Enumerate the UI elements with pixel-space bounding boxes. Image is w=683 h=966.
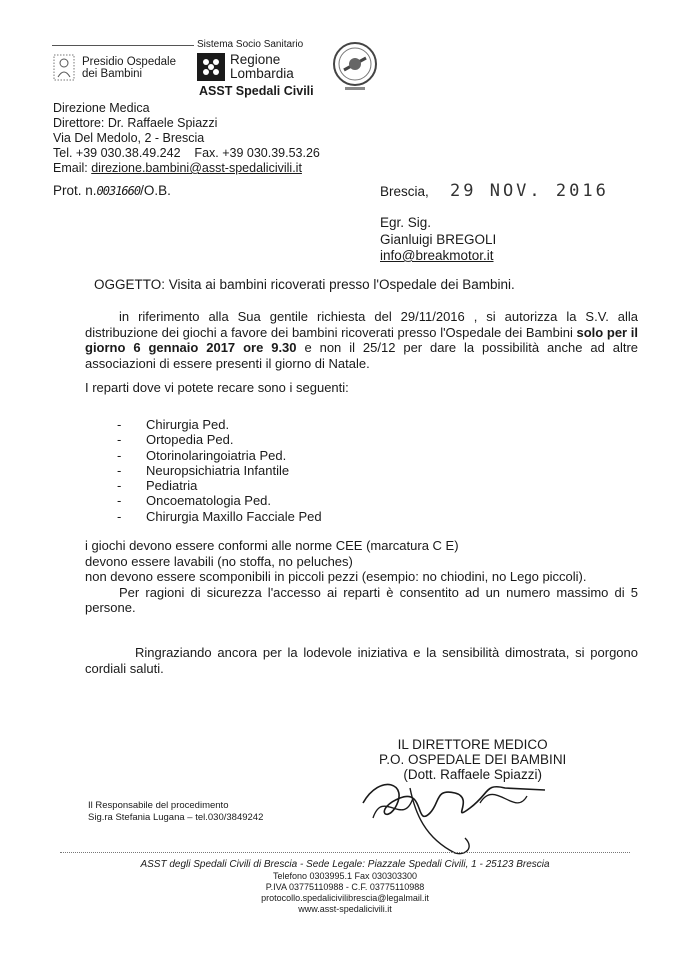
date-stamp: 29 NOV. 2016 <box>450 181 609 201</box>
sender-director: Direttore: Dr. Raffaele Spiazzi <box>53 116 218 130</box>
regione-line2: Lombardia <box>230 66 294 81</box>
footer-line3: P.IVA 03775110988 - C.F. 03775110988 <box>265 882 425 892</box>
place-city: Brescia, <box>380 184 429 199</box>
rule-1: i giochi devono essere conformi alle norme CEE (marcatura C E) <box>85 538 459 553</box>
footer-line2: Telefono 0303995.1 Fax 030303300 <box>272 871 418 881</box>
list-item: - Neuropsichiatria Infantile <box>117 462 290 478</box>
regione-name <box>230 53 294 81</box>
footer-line4: protocollo.spedalicivilibrescia@legalmail.it <box>261 893 429 903</box>
subject-line <box>94 277 515 293</box>
reparti-intro: I reparti dove vi potete recare sono i seguenti: <box>85 380 349 395</box>
closing-paragraph: Ringraziando ancora per la lodevole iniziativa e la sensibilità dimostrata, si porgono cordiali saluti. <box>85 645 638 676</box>
sender-address: Via Del Medolo, 2 - Brescia <box>53 131 205 145</box>
rule-2: devono essere lavabili (no stoffa, no peluches) <box>85 553 353 569</box>
protocol-suffix: /O.B. <box>140 183 171 198</box>
list-item: - Otorinolaringoiatria Ped. <box>117 447 287 463</box>
list-item: - Chirurgia Ped. <box>117 417 230 432</box>
responsible-label: Il Responsabile del procedimento <box>88 800 229 811</box>
recipient-email-link[interactable]: info@breakmotor.it <box>380 248 494 263</box>
subject-text: Visita ai bambini ricoverati presso l'Ospedale dei Bambini. <box>168 277 515 292</box>
responsible-person: Sig.ra Stefania Lugana – tel.030/3849242 <box>88 812 264 823</box>
handwritten-signature-icon <box>355 768 555 858</box>
signature-unit: P.O. OSPEDALE DEI BAMBINI <box>379 752 567 767</box>
header-rule <box>52 45 194 46</box>
list-item: - Ortopedia Ped. <box>117 432 234 448</box>
subject-label: OGGETTO: <box>94 277 166 292</box>
sender-email-row <box>53 161 320 176</box>
safety-paragraph: Per ragioni di sicurezza l'accesso ai reparti è consentito ad un numero massimo di 5 persone. <box>85 584 638 616</box>
sender-email-link[interactable]: direzione.bambini@asst-spedalicivili.it <box>91 161 302 175</box>
sender-email-label: Email: <box>53 161 88 175</box>
rules-block <box>85 538 638 616</box>
protocol-number: 0031660 <box>96 184 141 198</box>
body-p1-a: in riferimento alla Sua gentile richiesta del 29/11/2016 , si autorizza la S.V. alla distribuzione dei giochi a favore dei bambini ricoverati presso l'Ospedale dei Bambini <box>85 309 638 340</box>
protocol-prefix: Prot. n. <box>53 183 97 198</box>
presidio-logo-icon <box>52 53 78 83</box>
reparti-list <box>117 417 322 524</box>
rule-3: non devono essere scomponibili in piccoli pezzi (esempio: no chiodini, no Lego piccoli). <box>85 569 587 585</box>
footer-line5: www.asst-spedalicivili.it <box>298 904 392 914</box>
sender-department: Direzione Medica <box>53 101 150 115</box>
signature-title: IL DIRETTORE MEDICO <box>397 737 548 752</box>
footer-divider <box>60 852 630 853</box>
recipient-block <box>380 215 496 265</box>
list-item: - Chirurgia Maxillo Facciale Ped <box>117 508 322 524</box>
body-p1-b: e non il 25/12 per dare la possibilità anche ad altre associazioni di essere presenti il giorno di Natale. <box>85 340 638 371</box>
sender-phone-fax: Tel. +39 030.38.49.242 Fax. +39 030.39.53.26 <box>53 146 320 160</box>
footer-block <box>60 859 630 915</box>
recipient-name: Gianluigi BREGOLI <box>380 231 497 247</box>
presidio-line2: dei Bambini <box>82 68 143 80</box>
regione-lombardia-logo-icon <box>197 53 225 81</box>
system-label: Sistema Socio Sanitario <box>197 39 304 50</box>
signature-name: (Dott. Raffaele Spiazzi) <box>403 767 542 782</box>
list-item: - Pediatria <box>117 478 198 494</box>
protocol-line <box>53 183 171 199</box>
presidio-name <box>82 56 176 80</box>
recipient-salutation: Egr. Sig. <box>380 215 432 230</box>
regione-line1: Regione <box>230 52 281 67</box>
responsible-block <box>88 800 263 824</box>
asst-name: ASST Spedali Civili <box>199 84 314 98</box>
body-paragraph-1 <box>85 309 638 371</box>
presidio-line1: Presidio Ospedale <box>82 56 176 68</box>
footer-line1: ASST degli Spedali Civili di Brescia - Sede Legale: Piazzale Spedali Civili, 1 - 25123 Brescia <box>140 859 550 870</box>
certification-seal-icon <box>330 40 380 92</box>
list-item: - Oncoematologia Ped. <box>117 493 272 509</box>
sender-block <box>53 101 320 176</box>
body-p1-bold: solo per il giorno 6 gennaio 2017 ore 9.30 <box>85 324 638 356</box>
